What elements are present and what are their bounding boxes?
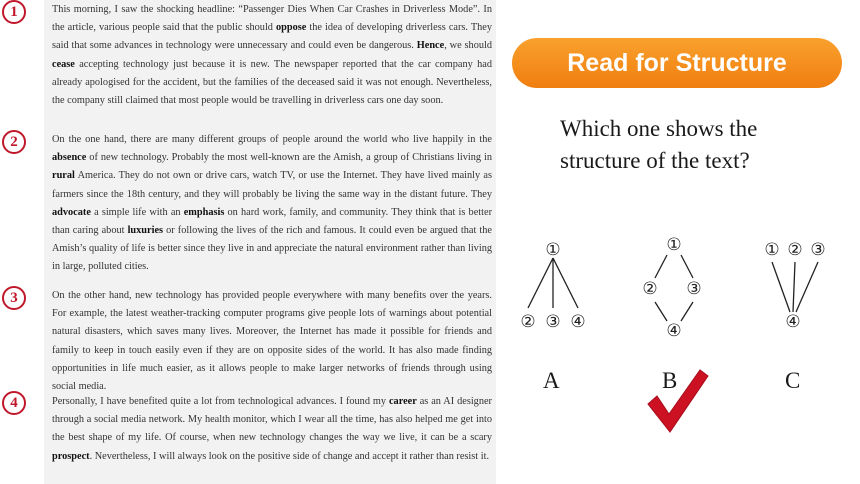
paragraph-3: On the other hand, new technology has provided people everywhere with many benefits over the years. For example, the latest weather-tracking computer programs give people lots of warnings about potential natural disasters, which saves many lives. Moreover, the Internet has made it possible for friends and family to keep in touch easily even if they are on opposite sides of the world. It has also made finding opportunities in life much easier, as it allows people to make larger networks of friends through using social media.	[52, 290, 492, 393]
node-b-middle-1: ②	[642, 278, 658, 298]
question-text: Which one shows the structure of the text?	[560, 116, 758, 173]
node-c-top-3: ③	[810, 239, 826, 259]
option-c-label[interactable]: C	[785, 368, 801, 393]
paragraph-number-4: 4	[2, 391, 26, 415]
read-for-structure-banner: Read for Structure	[512, 38, 842, 88]
option-a-label[interactable]: A	[543, 368, 560, 393]
node-a-bottom-3: ④	[570, 311, 586, 331]
paragraph-1: This morning, I saw the shocking headline: “Passenger Dies When Car Crashes in Driverless Mode”. In the article, various people said that the public should oppose the idea of developing driverless cars. They said that some advances in technology were unnecessary and could even be dangerous. Hence, we should cease accepting technology just because it is new. The newspaper reported that the car company had already apologised for the accident, but the families of the deceased said it was not enough. Nevertheless, the company still claimed that most people would be travelling in driverless cars one day soon.	[52, 4, 493, 107]
node-b-top: ①	[666, 234, 682, 254]
node-b-bottom: ④	[666, 320, 682, 340]
paragraph-number-3: 3	[2, 286, 26, 310]
node-a-bottom-2: ③	[545, 311, 561, 331]
node-c-top-1: ①	[764, 239, 780, 259]
paragraph-2: On the one hand, there are many different groups of people around the world who live happily in the absence of new technology. Probably the most well-known are the Amish, a group of Christians living in rural America. They do not own or drive cars, watch TV, or use the Internet. They have lived mainly as farmers since the 18th century, and they will probably be living the same way in the distant future. They advocate a simple life with an emphasis on hard work, family, and community. They think that is better than caring about luxuries or following the lives of the rich and famous. It could even be argued that the Amish’s quality of life is better since they live in and appreciate the natural environment rather than living in large, polluted cities.	[52, 134, 492, 273]
option-c-diagram[interactable]	[764, 240, 825, 331]
node-c-top-2: ②	[787, 239, 803, 259]
paragraph-number-2: 2	[2, 130, 26, 154]
option-a-diagram[interactable]	[520, 240, 585, 331]
node-a-top: ①	[545, 239, 561, 259]
node-a-bottom-1: ②	[520, 311, 536, 331]
option-b-diagram[interactable]	[642, 235, 701, 340]
option-b-label[interactable]: B	[662, 368, 678, 393]
node-c-bottom: ④	[785, 311, 801, 331]
paragraph-number-1: 1	[2, 0, 26, 24]
paragraph-4: Personally, I have benefited quite a lot from technological advances. I found my career as an AI designer through a social media network. My health monitor, which I wear all the time, has also helped me get into the best shape of my life. Of course, when new technology changes the way we live, it can be a scary prospect. Nevertheless, I will always look on the positive side of change and accept it rather than resist it.	[52, 396, 492, 462]
node-b-middle-2: ③	[686, 278, 702, 298]
check-mark-icon	[648, 370, 708, 432]
